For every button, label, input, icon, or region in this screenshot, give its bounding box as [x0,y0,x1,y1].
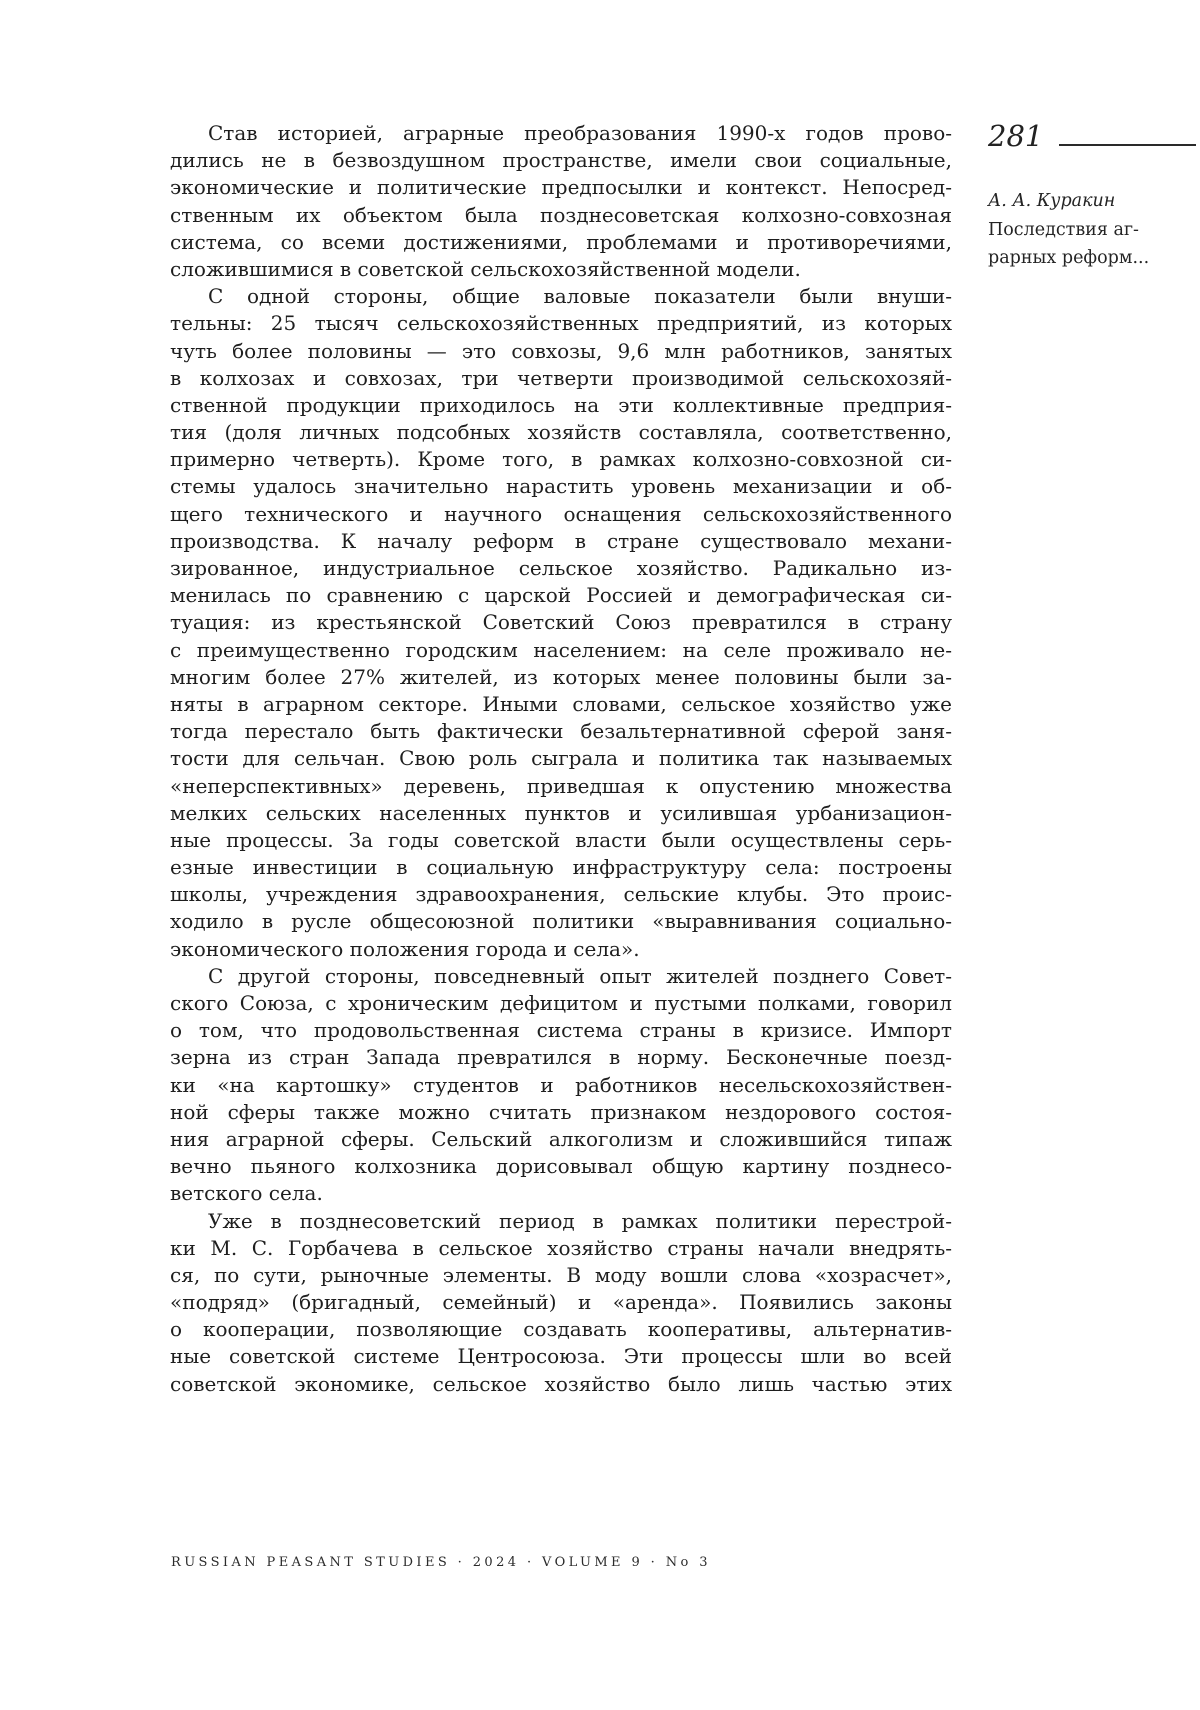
text-line: Уже в позднесоветский период в рамках политики перестрой- [208,1208,952,1233]
text-line: советской экономике, сельское хозяйство было лишь частью этих [170,1371,952,1396]
paragraph [170,1208,952,1398]
text-line: «неперспективных» деревень, приведшая к опустению множества [170,773,952,798]
text-line: ственной продукции приходилось на эти коллективные предприя- [170,392,952,417]
margin-article-title: Последствия аг- [988,219,1139,240]
text-line: «подряд» (бригадный, семейный) и «аренда». Появились законы [170,1290,952,1315]
text-line: тогда перестало быть фактически безальтернативной сферой заня- [170,719,952,744]
page-header [988,121,1196,151]
text-line: Став историей, аграрные преобразования 1990-х годов прово- [208,121,952,145]
text-line: экономического положения города и села». [170,936,640,961]
journal-footer: RUSSIAN PEASANT STUDIES · 2024 · VOLUME 9 · No 3 [171,1555,711,1570]
text-line: ные советской системе Центросоюза. Эти процессы шли во всей [170,1344,952,1369]
text-line: примерно четверть). Кроме того, в рамках колхозно-совхозной си- [170,447,952,472]
text-line: зерна из стран Запада превратился в норму. Бесконечные поезд- [170,1045,952,1070]
text-line: экономические и политические предпосылки и контекст. Непосред- [170,175,952,200]
text-line: ки М. С. Горбачева в сельское хозяйство страны начали внедрять- [170,1235,952,1260]
page-number: 281 [988,119,1044,153]
text-line: няты в аграрном секторе. Иными словами, сельское хозяйство уже [170,691,952,716]
text-line: ные процессы. За годы советской власти были осуществлены серь- [170,827,952,852]
text-line: сложившимися в советской сельскохозяйственной модели. [170,256,801,281]
paragraph [170,963,952,1208]
paragraph [170,283,952,963]
text-line: С другой стороны, повседневный опыт жителей позднего Совет- [208,963,952,988]
text-line: дились не в безвоздушном пространстве, имели свои социальные, [170,148,952,173]
text-line: стемы удалось значительно нарастить уровень механизации и об- [170,474,952,499]
text-line: тости для сельчан. Свою роль сыграла и политика так называемых [170,746,952,771]
text-line: ского Союза, с хроническим дефицитом и пустыми полками, говорил [170,991,952,1015]
text-line: с преимущественно городским населением: на селе проживало не- [170,637,952,662]
margin-column [988,121,1196,273]
text-line: ния аграрной сферы. Сельский алкоголизм и сложившийся типаж [170,1126,952,1151]
margin-article-title: рарных реформ... [988,248,1150,268]
text-line: щего технического и научного оснащения сельскохозяйственного [170,501,952,526]
text-line: тия (доля личных подсобных хозяйств составляла, соответственно, [170,420,952,445]
text-line: езные инвестиции в социальную инфраструктуру села: построены [170,855,952,880]
text-line: ной сферы также можно считать признаком нездорового состоя- [170,1099,952,1124]
text-line: многим более 27% жителей, из которых менее половины были за- [170,664,952,689]
text-line: туация: из крестьянской Советский Союз превратился в страну [170,610,952,635]
text-line: зированное, индустриальное сельское хозяйство. Радикально из- [170,556,952,580]
margin-note [988,187,1196,273]
margin-author: А. А. Куракин [988,191,1116,211]
text-line: чуть более половины — это совхозы, 9,6 млн работников, занятых [170,338,952,363]
text-line: тельны: 25 тысяч сельскохозяйственных предприятий, из которых [170,311,952,336]
text-line: о кооперации, позволяющие создавать кооперативы, альтернатив- [170,1317,952,1342]
text-line: о том, что продовольственная система страны в кризисе. Импорт [170,1018,952,1043]
text-line: вечно пьяного колхозника дорисовывал общую картину позднесо- [170,1154,952,1179]
text-line: ственным их объектом была позднесоветская колхозно-совхозная [170,202,952,227]
text-line: школы, учреждения здравоохранения, сельские клубы. Это проис- [170,882,952,907]
text-line: производства. К началу реформ в стране существовало механи- [170,528,952,553]
text-line: мелких сельских населенных пунктов и усилившая урбанизацион- [170,800,952,825]
text-line: ветского села. [170,1181,323,1206]
text-line: менилась по сравнению с царской Россией и демографическая си- [170,583,952,608]
article-body [170,120,952,1398]
text-line: ходило в русле общесоюзной политики «выравнивания социально- [170,909,952,934]
paragraph [170,120,952,283]
header-rule [1059,144,1196,146]
text-line: в колхозах и совхозах, три четверти производимой сельскохозяй- [170,365,952,390]
text-line: С одной стороны, общие валовые показатели были внуши- [208,284,952,309]
text-line: система, со всеми достижениями, проблемами и противоречиями, [170,229,952,254]
text-line: ки «на картошку» студентов и работников несельскохозяйствен- [170,1072,952,1097]
text-line: ся, по сути, рыночные элементы. В моду вошли слова «хозрасчет», [170,1262,952,1287]
